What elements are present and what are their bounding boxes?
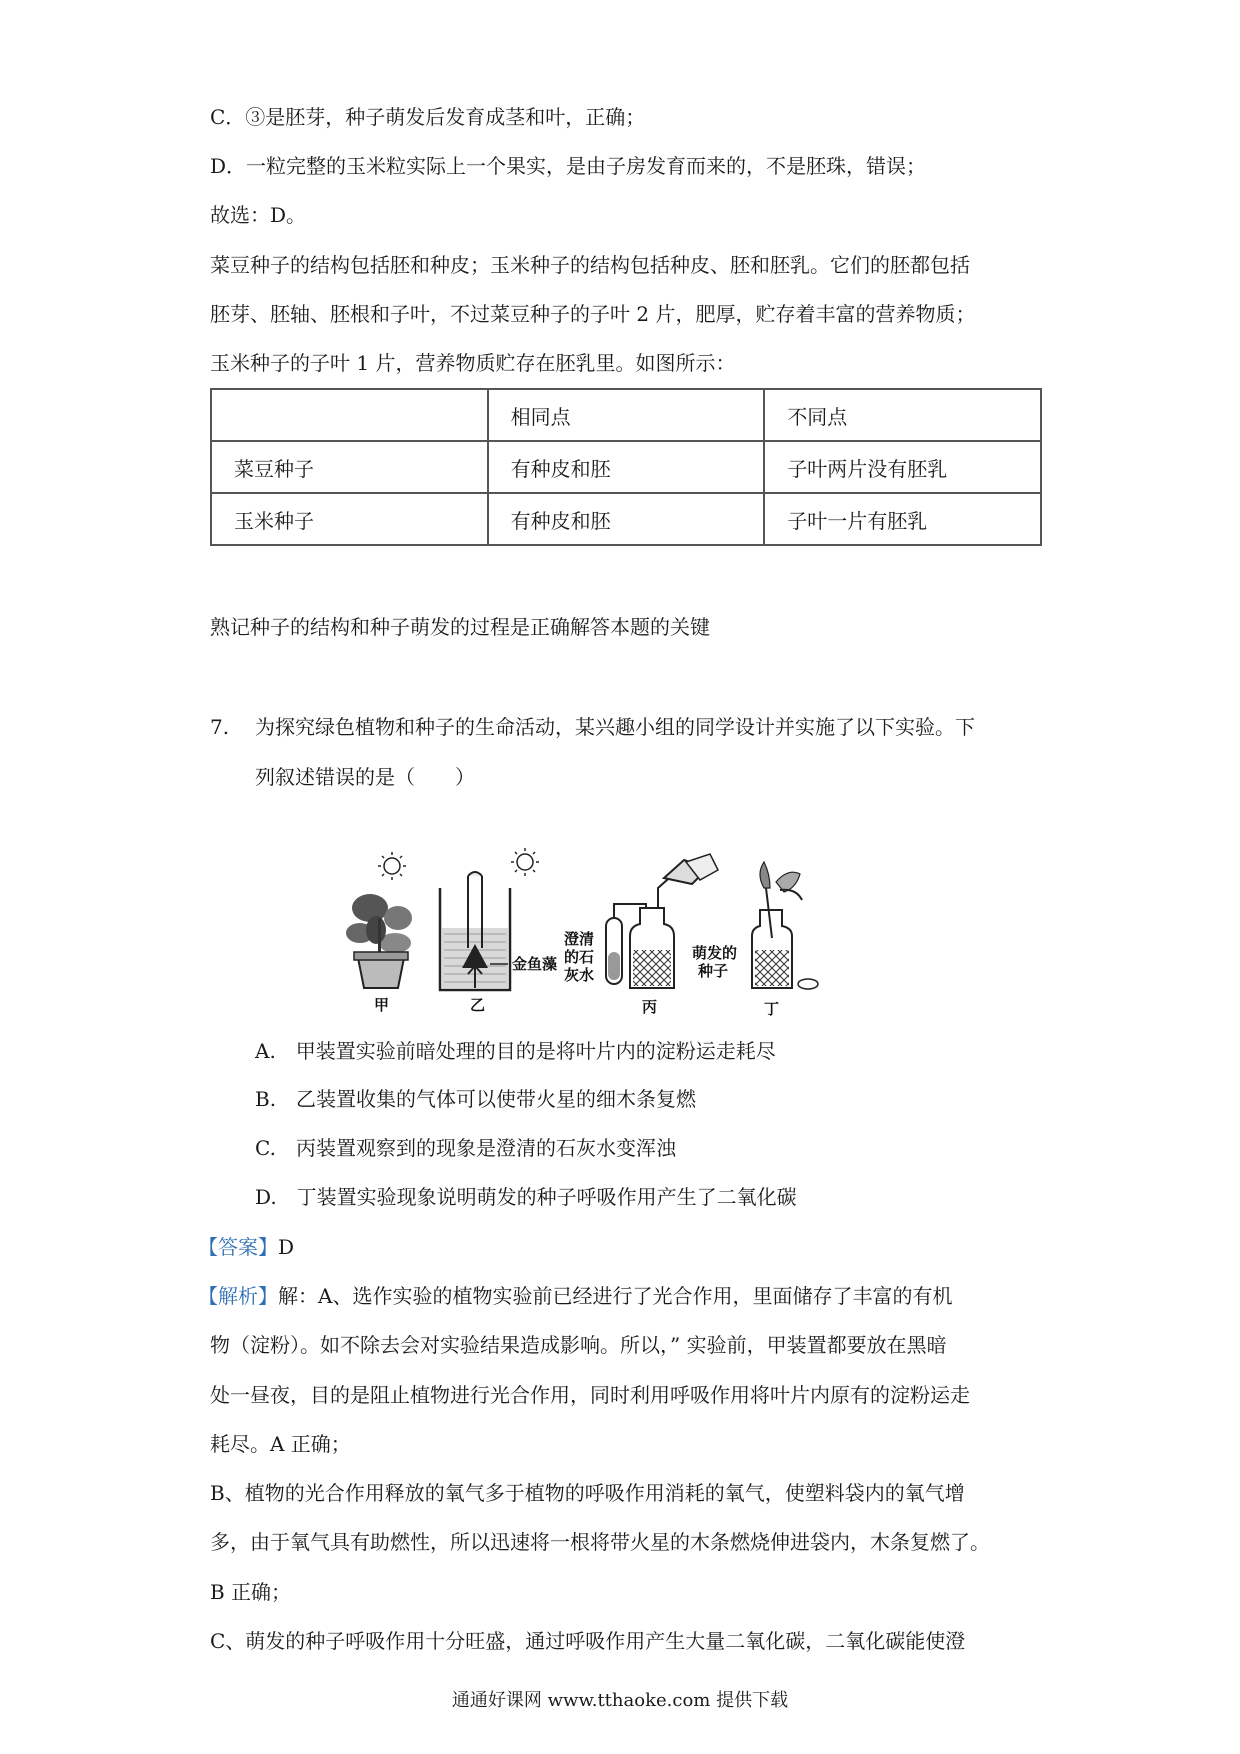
text-line: 故选：D。 xyxy=(210,203,307,227)
table-cell: 玉米种子 xyxy=(211,493,488,545)
label-bing: 丙 xyxy=(642,998,658,1016)
table-cell: 子叶两片没有胚乳 xyxy=(764,441,1041,493)
option-d: D. 丁装置实验现象说明萌发的种子呼吸作用产生了二氧化碳 xyxy=(255,1185,797,1209)
text-line: 玉米种子的子叶 1 片，营养物质贮存在胚乳里。如图所示： xyxy=(210,351,736,375)
label-ding: 丁 xyxy=(764,1000,780,1018)
question-number: 7. xyxy=(210,715,230,739)
label-jinyuzao: 金鱼藻 xyxy=(512,955,558,973)
table-cell: 有种皮和胚 xyxy=(488,493,765,545)
option-b: B. 乙装置收集的气体可以使带火星的细木条复燃 xyxy=(255,1087,697,1111)
label-jia: 甲 xyxy=(374,996,390,1014)
label-limewater: 灰水 xyxy=(564,966,595,984)
label-yi: 乙 xyxy=(470,996,486,1014)
table-cell: 相同点 xyxy=(488,389,765,441)
sun-icon xyxy=(378,852,406,880)
analysis-line: C、萌发的种子呼吸作用十分旺盛，通过呼吸作用产生大量二氧化碳，二氧化碳能使澄 xyxy=(210,1629,966,1653)
analysis-tag: 【解析】 xyxy=(198,1284,278,1308)
analysis-line: 耗尽。A 正确； xyxy=(210,1432,351,1456)
analysis-line: 多，由于氧气具有助燃性，所以迅速将一根将带火星的木条燃烧伸进袋内，木条复燃了。 xyxy=(210,1530,990,1554)
table-cell: 菜豆种子 xyxy=(211,441,488,493)
analysis-line: 处一昼夜，目的是阻止植物进行光合作用，同时利用呼吸作用将叶片内原有的淀粉运走 xyxy=(210,1383,970,1407)
answer-tag: 【答案】 xyxy=(198,1235,278,1259)
label-limewater: 的石 xyxy=(564,948,595,966)
question-stem: 列叙述错误的是（ ） xyxy=(255,765,475,789)
analysis-text: 解：A、选作实验的植物实验前已经进行了光合作用，里面储存了丰富的有机 xyxy=(278,1284,953,1308)
table-header-row xyxy=(211,389,1041,441)
label-seed: 萌发的 xyxy=(692,944,738,962)
text-line: 菜豆种子的结构包括胚和种皮；玉米种子的结构包括种皮、胚和胚乳。它们的胚都包括 xyxy=(210,253,970,277)
table-cell: 不同点 xyxy=(764,389,1041,441)
comparison-table xyxy=(210,388,1042,546)
sun-icon xyxy=(511,848,539,876)
text-line: C．③是胚芽，种子萌发后发育成茎和叶，正确； xyxy=(210,105,646,129)
text-line: D．一粒完整的玉米粒实际上一个果实，是由子房发育而来的，不是胚珠，错误； xyxy=(210,154,927,178)
table-cell: 有种皮和胚 xyxy=(488,441,765,493)
beaker-icon xyxy=(440,872,510,990)
label-seed: 种子 xyxy=(698,962,729,980)
text-line: 胚芽、胚轴、胚根和子叶，不过菜豆种子的子叶 2 片，肥厚，贮存着丰富的营养物质； xyxy=(210,302,976,326)
label-limewater: 澄清 xyxy=(564,930,595,948)
option-c: C. 丙装置观察到的现象是澄清的石灰水变浑浊 xyxy=(255,1136,676,1160)
analysis-line xyxy=(198,1281,952,1311)
summary-text: 熟记种子的结构和种子萌发的过程是正确解答本题的关键 xyxy=(210,615,710,639)
experiment-figure xyxy=(340,848,880,1020)
page-footer: 通通好课网 www.tthaoke.com 提供下载 xyxy=(451,1690,789,1711)
table-row xyxy=(211,441,1041,493)
table-row xyxy=(211,493,1041,545)
potted-plant-icon xyxy=(346,894,412,988)
analysis-line: B、植物的光合作用释放的氧气多于植物的呼吸作用消耗的氧气，使塑料袋内的氧气增 xyxy=(210,1481,965,1505)
table-cell xyxy=(211,389,488,441)
analysis-line: B 正确； xyxy=(210,1580,292,1604)
answer-line xyxy=(198,1232,294,1262)
experiment-diagram xyxy=(340,848,880,1020)
question-stem: 为探究绿色植物和种子的生命活动，某兴趣小组的同学设计并实施了以下实验。下 xyxy=(255,715,975,739)
table-cell: 子叶一片有胚乳 xyxy=(764,493,1041,545)
analysis-line: 物（淀粉）。如不除去会对实验结果造成影响。所以，” 实验前，甲装置都要放在黑暗 xyxy=(210,1333,947,1357)
answer-value: D xyxy=(278,1235,295,1259)
option-a: A. 甲装置实验前暗处理的目的是将叶片内的淀粉运走耗尽 xyxy=(255,1039,776,1063)
jar-icon xyxy=(752,862,818,989)
